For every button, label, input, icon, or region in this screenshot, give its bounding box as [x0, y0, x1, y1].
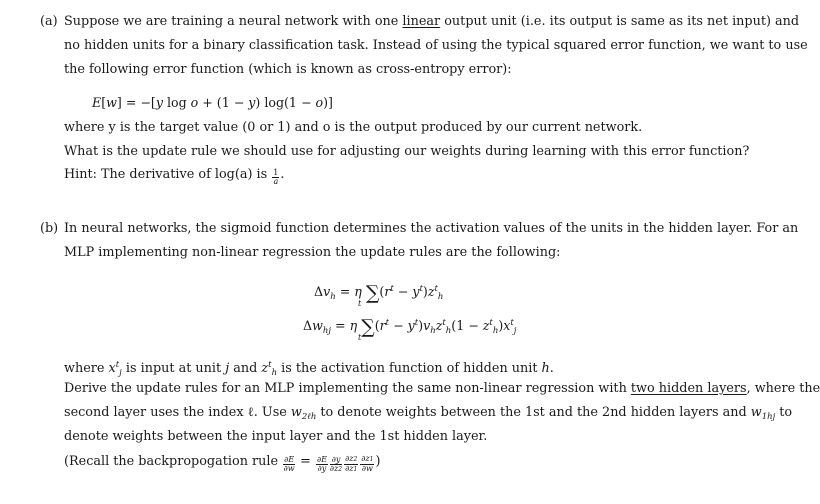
part-a-question: What is the update rule we should use for adjusting our weights during learning with this error function?: [64, 144, 750, 159]
part-a-line-2: no hidden units for a binary classification task. Instead of using the typical squared error function, we want to use: [64, 38, 808, 53]
part-b-line-4: Derive the update rules for an MLP implementing the same non-linear regression with two hidden layers, where the: [64, 381, 820, 396]
part-b-line-2: MLP implementing non-linear regression the update rules are the following:: [64, 245, 561, 260]
part-a-hint: Hint: The derivative of log(a) is $\frac{1}{a}$ .: [64, 167, 285, 186]
part-b-recall: (Recall the backpropogation rule $\frac{\partial E}{\partial w}$ = $\frac{\partial E}{\partial y}$ $\frac{\partial y}{\partial z2}$ $\frac{\partial z2}{\partial z1}$ $\frac{\partial z1}{\partial w}$ ): [64, 454, 381, 473]
update-rule-v: $\Delta v_h = \eta$ $\sum(r^t - y^t)z^t_h$: [314, 282, 444, 304]
sum-index-1: t: [358, 299, 362, 308]
frac-dE-dw: $\frac{\partial E}{\partial w}$: [283, 455, 295, 473]
hint-fraction: $\frac{1}{a}$: [273, 168, 279, 186]
part-a-marker: (a): [40, 14, 58, 29]
part-b-line-6: denote weights between the input layer and the 1st hidden layer.: [64, 429, 488, 444]
part-b-marker: (b): [40, 221, 59, 236]
sum-index-2: t: [358, 333, 362, 342]
frac-dy-dz2: $\frac{\partial y}{\partial z2}$: [329, 455, 343, 473]
part-b-line-1: In neural networks, the sigmoid function determines the activation values of the units in the hidden layer. For an: [64, 221, 799, 236]
frac-dz1-dw: $\frac{\partial z1}{\partial w}$: [361, 454, 374, 473]
part-a-line-3: the following error function (which is known as cross-entropy error):: [64, 62, 512, 77]
part-a-line-1: Suppose we are training a neural network with one linear output unit (i.e. its output is same as its net input) and: [64, 14, 800, 29]
cross-entropy-equation: E[w] = −[y log o + (1 − y) log(1 − o)]: [92, 95, 333, 110]
frac-dz2-dz1: $\frac{\partial z2}{\partial z1}$: [345, 454, 358, 473]
part-a-line-4: where y is the target value (0 or 1) and o is the output produced by our current network.: [64, 120, 643, 135]
update-rule-w: $\Delta w_{hj} = \eta$ $\sum(r^t - y^t)v_hz^t_h(1 - z^t_h)x^t_j$: [303, 316, 517, 338]
frac-dE-dy: $\frac{\partial E}{\partial y}$: [316, 455, 327, 473]
part-b-line-3: where $x^t_j$ is input at unit j and $z^t_h$ is the activation function of hidden unit h.: [64, 360, 554, 378]
part-b-line-5: second layer uses the index ℓ. Use $w_{2\ell h}$ to denote weights between the 1st and the 2nd hidden layers and $w_{1hj}$ to: [64, 405, 793, 422]
